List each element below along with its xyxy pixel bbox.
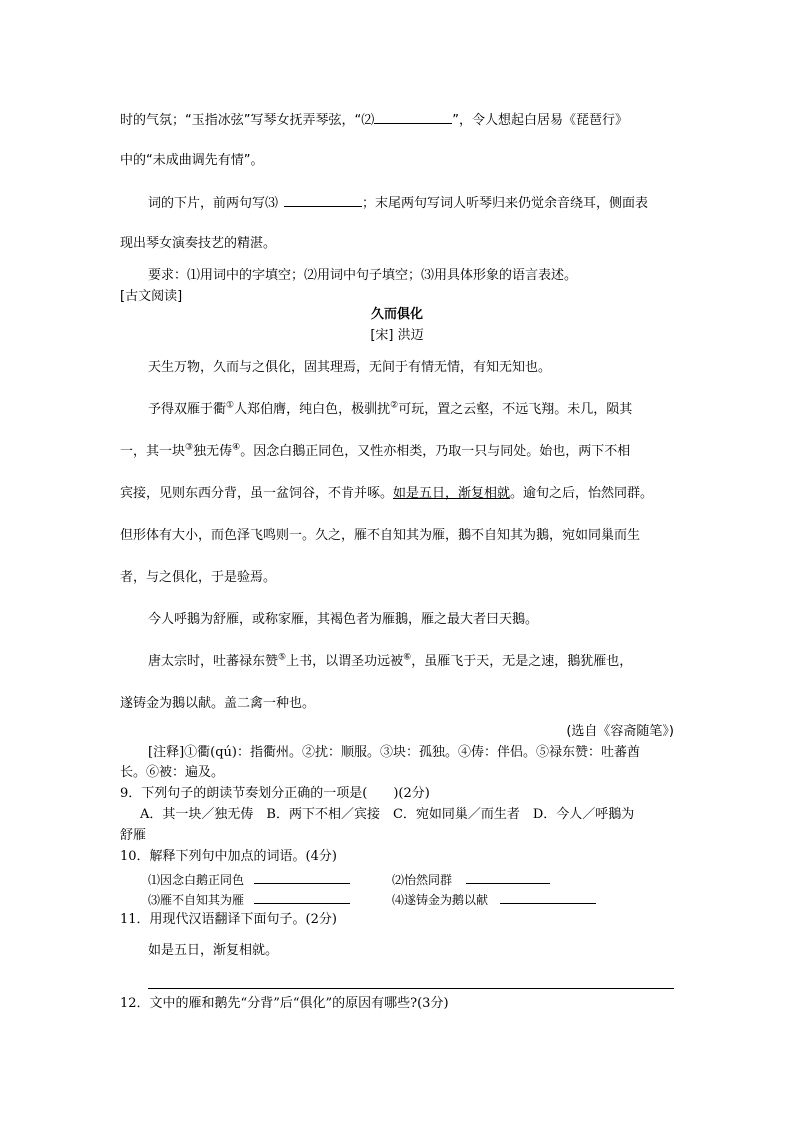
note-mark-6: ⑥ [403,652,412,663]
passage-line [148,402,632,418]
text-segment: ”，令人想起白居易《琵琶行》 [452,113,628,128]
passage-paragraph-1: 天生万物，久而与之俱化，固其理焉，无间于有情无情，有知无知也。 [148,360,552,375]
note-mark-5: ⑤ [278,652,287,663]
answer-line-11[interactable] [148,988,674,989]
passage-line: 遂铸金为鵝以献。盖二禽一种也。 [120,696,316,711]
text-segment: 可玩，置之云壑，不远飞翔。未几，陨其 [398,402,633,417]
passage-paragraph-3: 今人呼鵝为舒雁，或称家雁，其褐色者为雁鵝，雁之最大者曰天鵝。 [148,612,539,627]
answer-blank-10-1[interactable] [254,871,350,884]
text-segment: 时的气氛；“玉指冰弦”写琴女抚弄琴弦，“⑵ [120,113,375,128]
text-segment: 人郑伯膺，纯白色，极驯扰 [234,402,391,417]
question-11: 11．用现代汉语翻译下面句子。(2分) [120,912,337,927]
fill-line-1 [120,111,628,129]
question-10-item-3 [148,891,350,908]
answer-blank-10-2[interactable] [466,871,550,884]
passage-author: [宋] 洪迈 [370,328,424,343]
question-9-options[interactable]: A．其一块／独无俦 B．两下不相／宾接 C．宛如同巢／而生者 D．今人／呼鵝为 [140,807,635,822]
passage-line: 者，与之俱化，于是验焉。 [120,570,277,585]
notes-line-1: [注释]①衢(qú)：指衢州。②扰：顺服。③块：孤独。④俦：伴侣。⑤禄东赞：吐蕃酋 [148,745,640,760]
question-10: 10．解释下列句中加点的词语。(4分) [120,849,337,864]
answer-blank-3[interactable] [284,194,362,207]
text-segment: 独无俦 [193,444,233,459]
text-segment: ；末尾两句写词人听琴归来仍觉余音绕耳，侧面表 [362,196,649,211]
question-10-item-4 [392,891,596,908]
item-text: ⑴因念白鹅正同色 [148,873,245,887]
passage-line [148,654,632,670]
text-segment: 。逾旬之后，怡然同群。 [510,486,654,501]
passage-line [120,444,630,460]
text-segment: 。因念白鵝正同色，又性亦相类，乃取一只与同处。始也，两下不相 [240,444,631,459]
question-9-options-cont: 舒雁 [120,828,147,843]
fill-line-3 [148,194,648,212]
section-label: [古文阅读] [120,289,183,304]
question-10-item-2 [392,871,550,888]
question-9: 9．下列句子的朗读节奏划分正确的一项是( )(2分) [120,786,430,801]
text-segment: 词的下片，前两句写⑶ [148,196,279,211]
answer-blank-10-4[interactable] [500,891,596,904]
note-mark-2: ② [390,400,399,411]
question-12: 12．文中的雁和鹅先“分背”后“俱化”的原因有哪些?(3分) [120,996,449,1011]
item-text: ⑷遂铸金为鹅以献 [392,893,489,907]
item-text: ⑶雁不自知其为雁 [148,893,245,907]
passage-source: (选自《容斋随笔》) [566,724,674,739]
text-segment: 予得双雁于衢 [148,402,227,417]
note-mark-1: ① [226,400,235,411]
passage-title: 久而俱化 [370,307,423,322]
underlined-sentence: 如是五日，渐复相就 [393,486,511,501]
text-segment: 宾接，见则东西分背，虽一盆饲谷，不肯并啄。 [120,486,394,501]
item-text: ⑵怡然同群 [392,873,453,887]
answer-blank-10-3[interactable] [254,891,350,904]
question-10-item-1 [148,871,350,888]
text-line: 现出琴女演奏技艺的精湛。 [120,236,277,251]
text-segment: 一，其一块 [120,444,186,459]
note-mark-4: ④ [232,442,241,453]
note-mark-3: ③ [185,442,194,453]
text-segment: ，虽雁飞于天，无是之速，鵝犹雁也， [411,654,633,669]
notes-line-2: 长。⑥被：遍及。 [120,765,225,780]
text-segment: 上书，以谓圣功远被 [286,654,404,669]
answer-blank-2[interactable] [374,111,452,124]
passage-line [120,486,653,502]
passage-line: 但形体有大小，而色泽飞鸣则一。久之，雁不自知其为雁，鵝不自知其为鵝，宛如同巢而生 [120,528,641,543]
text-segment: 唐太宗时，吐蕃禄东赞 [148,654,279,669]
requirement-text: 要求：⑴用词中的字填空；⑵用词中句子填空；⑶用具体形象的语言表述。 [148,268,578,283]
text-line: 中的“未成曲调先有情”。 [120,153,264,168]
question-11-sentence: 如是五日，渐复相就。 [148,943,279,958]
